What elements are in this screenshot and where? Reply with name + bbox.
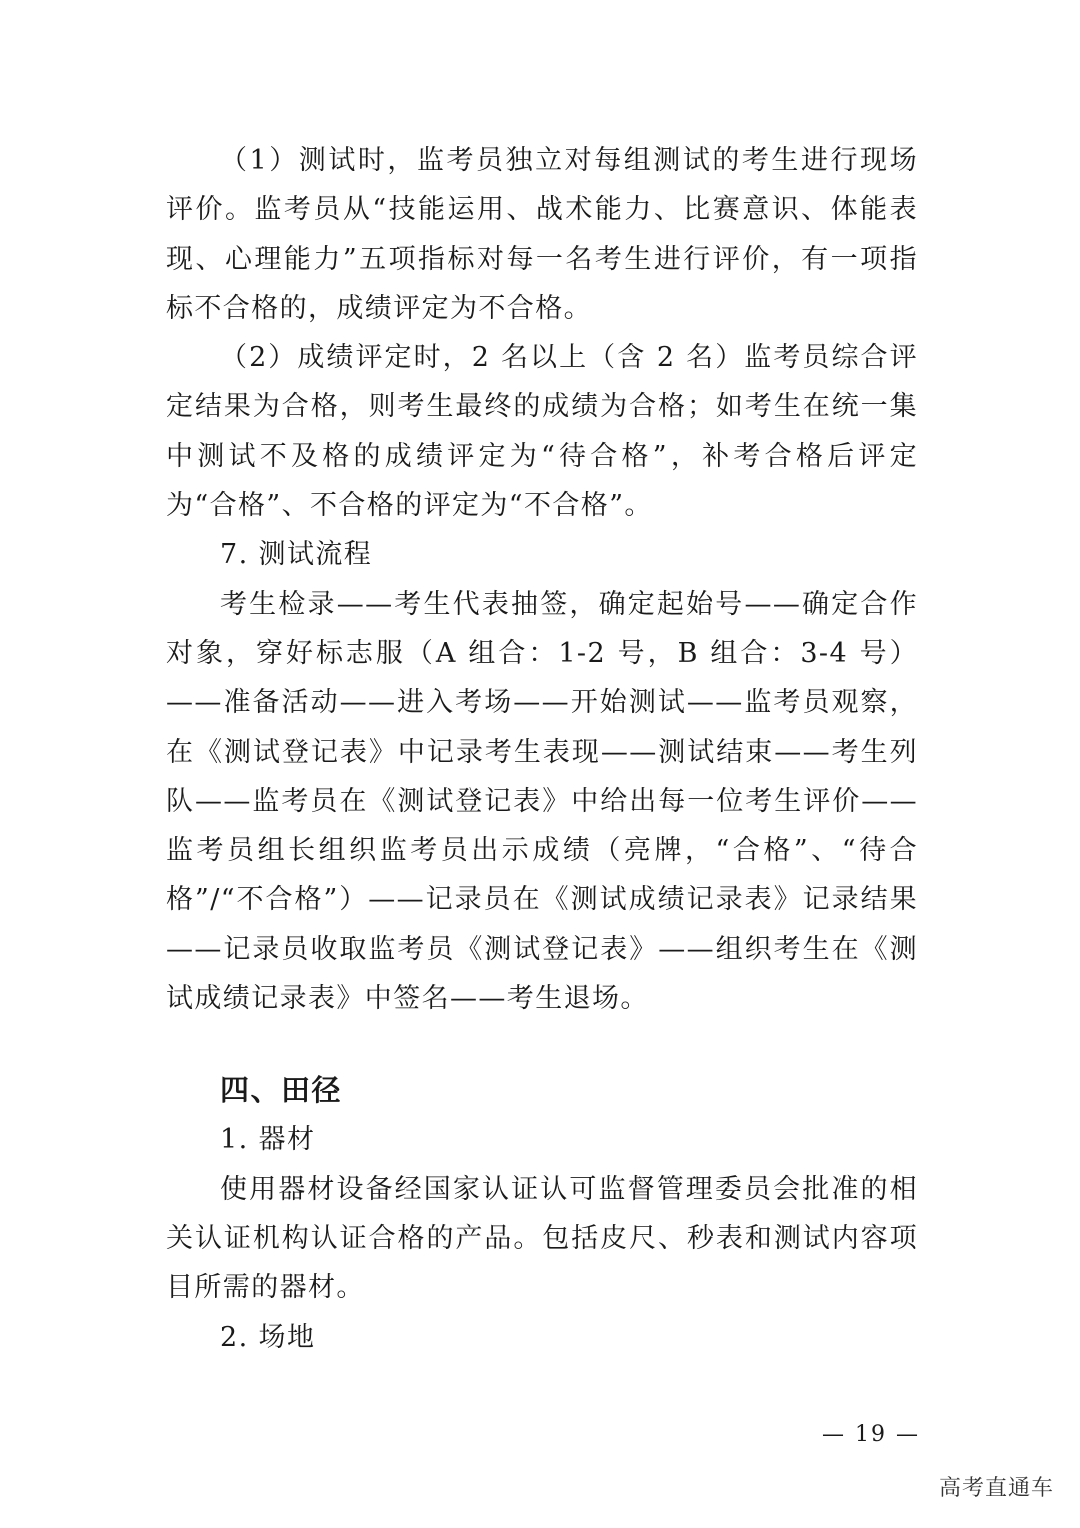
section-7-body: 考生检录——考生代表抽签，确定起始号——确定合作对象，穿好标志服（A 组合：1-2 号，B 组合：3-4 号）——准备活动——进入考场——开始测试——监考员观察，在《测试登记表》中记录考生表现——测试结束——考生列队——监考员在《测试登记表》中给出每一位考生评价——监考员组长组织监考员出示成绩（亮牌，“合格”、“待合格”/“不合格”）——记录员在《测试成绩记录表》记录结果——记录员收取监考员《测试登记表》——组织考生在《测试成绩记录表》中签名——考生退场。: [166, 588, 918, 1015]
page-number: — 19 —: [822, 1422, 920, 1447]
paragraph-evaluation-2: （2）成绩评定时，2 名以上（含 2 名）监考员综合评定结果为合格，则考生最终的成绩为合格；如考生在统一集中测试不及格的成绩评定为“待合格”，补考合格后评定为“合格”、不合格的评定为“不合格”。: [166, 342, 918, 522]
document-body: [166, 136, 918, 1362]
item-1-title: 1. 器材: [220, 1124, 316, 1156]
item-1-body: 使用器材设备经国家认证认可监督管理委员会批准的相关认证机构认证合格的产品。包括皮尺、秒表和测试内容项目所需的器材。: [166, 1173, 918, 1304]
paragraph-evaluation-1: （1）测试时，监考员独立对每组测试的考生进行现场评价。监考员从“技能运用、战术能力、比赛意识、体能表现、心理能力”五项指标对每一名考生进行评价，有一项指标不合格的，成绩评定为不合格。: [166, 145, 918, 324]
item-2-title: 2. 场地: [220, 1321, 316, 1353]
watermark-text: 高考直通车: [938, 1476, 1054, 1501]
section-4-heading: 四、田径: [220, 1073, 343, 1108]
section-7-title: 7. 测试流程: [220, 539, 373, 571]
